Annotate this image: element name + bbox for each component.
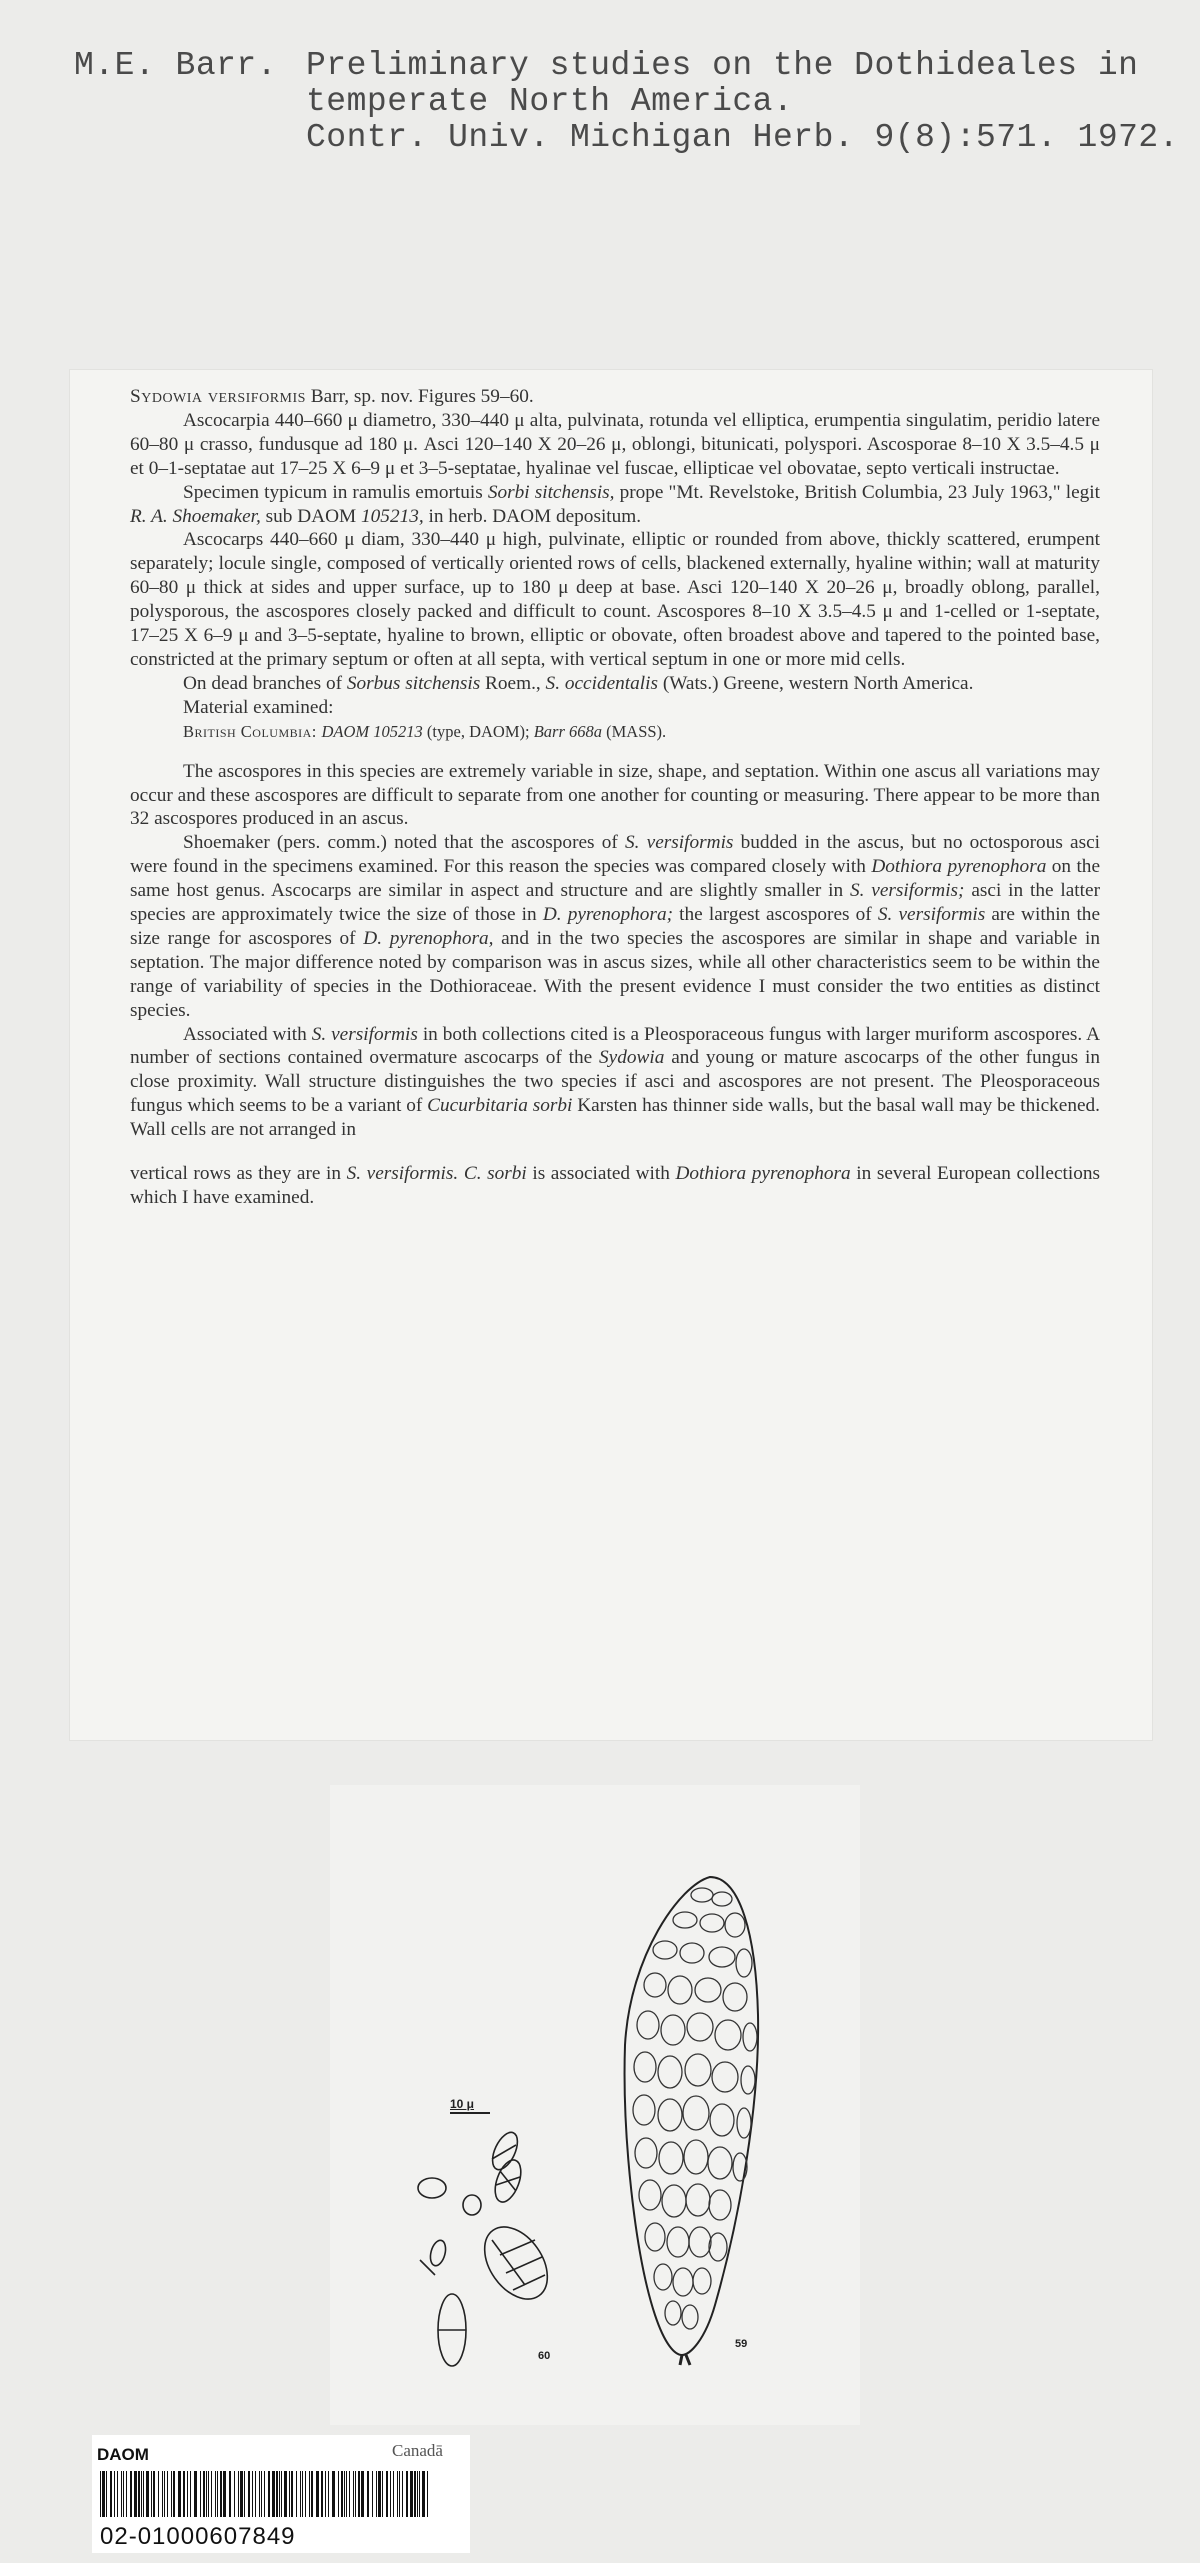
barcode-bar [211, 2471, 212, 2517]
barcode-bar [393, 2471, 394, 2517]
barcode-bar [121, 2471, 122, 2517]
barcode-bar [158, 2471, 159, 2517]
barcode-bar [102, 2471, 105, 2517]
latin-diagnosis: Ascocarpia 440–660 μ diametro, 330–440 μ alta, pulvinata, rotunda vel elliptica, erumpentia singulatim, peridio latere 60–80 μ crasso, fundusque ad 180 μ. Asci 120–140 X 20–26 μ, oblongi, bitunicati, polyspori. Ascosporae 8–10 X 3.5–4.5 μ et 0–1-septatae aut 17–25 X 6–9 μ et 3–5-septatae, hyalinae vel fuscae, ellipticae vel obovatae, septo verticali instructae. [130, 409, 1100, 479]
barcode-bar [194, 2471, 197, 2517]
barcode-number: 02-01000607849 [100, 2523, 296, 2550]
barcode-bar [223, 2471, 226, 2517]
citation-author: M.E. Barr. [74, 47, 278, 84]
barcode-bar [215, 2471, 216, 2517]
barcode-bar [187, 2471, 188, 2517]
barcode-bar [203, 2471, 205, 2517]
barcode-bar [272, 2471, 275, 2517]
discussion-paragraph-1: The ascospores in this species are extremely variable in size, shape, and septation. Within one ascus all variations may occur and these ascospores are difficult to separate from one another for counting or measuring. There appear to be more than 32 ascospores produced in an ascus. [130, 760, 1100, 830]
barcode-bar [244, 2471, 245, 2517]
barcode-bar [399, 2471, 400, 2517]
barcode-bar [367, 2471, 369, 2517]
ascus-and-ascospore-drawing [330, 1785, 860, 2425]
barcode-bar [217, 2471, 218, 2517]
barcode-bar [328, 2471, 329, 2517]
barcode-bar [276, 2471, 278, 2517]
barcode-bar [427, 2471, 428, 2517]
barcode-bar [344, 2471, 345, 2517]
english-description: Ascocarps 440–660 μ diam, 330–440 μ high, pulvinate, elliptic or rounded from above, thickly scattered, erumpent separately; locule single, composed of vertically oriented rows of cells, blackened externally, hyaline within; wall at maturity 60–80 μ thick at sides and upper surface, up to 180 μ deep at base. Asci 120–140 X 20–26 μ, broadly oblong, parallel, polysporous, the ascospores closely packed and difficult to count. Ascospores 8–10 X 3.5–4.5 μ and 1-celled or 1-septate, 17–25 X 6–9 μ and 3–5-septate, hyaline to brown, elliptic or obovate, often broadest above and tapered to the pointed base, constricted at the primary septum or often at all septa, with vertical septum in one or more mid cells. [130, 529, 1100, 670]
citation-source: Contr. Univ. Michigan Herb. 9(8):571. 1972. [306, 119, 1180, 156]
barcode-bar [386, 2471, 388, 2517]
barcode-bar [138, 2471, 140, 2517]
barcode-bar [117, 2471, 118, 2517]
barcode-bar [311, 2471, 313, 2517]
illustration [330, 1785, 860, 2425]
barcode-bar [410, 2471, 413, 2517]
citation-line-3 [74, 119, 1180, 156]
ascus-spores [633, 1888, 757, 2329]
barcode-bar [106, 2471, 107, 2517]
barcode-bar [126, 2471, 127, 2517]
barcode-bar [110, 2471, 112, 2517]
barcode-bar [167, 2471, 168, 2517]
species-authority: Barr, sp. nov. Figures 59–60. [310, 386, 534, 407]
barcode-bar [261, 2471, 262, 2517]
barcode-bar [402, 2471, 403, 2517]
material-list: British Columbia: DAOM 105213 (type, DAOM); Barr 668a (MASS). [183, 721, 667, 741]
barcode-bar [284, 2471, 287, 2517]
barcode-bar [417, 2471, 418, 2517]
barcode-bar [259, 2471, 260, 2517]
barcode-bar [268, 2471, 270, 2517]
printed-description-clipping [70, 370, 1152, 1740]
habitat: On dead branches of Sorbus sitchensis Roem., S. occidentalis (Wats.) Greene, western North America. [183, 672, 974, 694]
barcode-bar [114, 2471, 115, 2517]
barcode-bar [252, 2471, 253, 2517]
barcode-bar [349, 2471, 350, 2517]
herbarium-barcode-label [92, 2435, 470, 2553]
barcode-bar [183, 2471, 185, 2517]
citation-line-2 [74, 84, 1154, 120]
barcode-bar [279, 2471, 280, 2517]
figure-60-label: 60 [538, 2350, 551, 2362]
barcode-bar [355, 2471, 356, 2517]
barcode-bar [309, 2471, 310, 2517]
species-heading [130, 385, 1100, 409]
barcode-bar [341, 2471, 343, 2517]
citation-title-1: Preliminary studies on the Dothideales in [306, 47, 1139, 84]
barcode-bar [200, 2471, 201, 2517]
discussion-paragraph-2: Shoemaker (pers. comm.) noted that the ascospores of S. versiformis budded in the ascus, but no octosporous asci were found in the specimens examined. For this reason the species was compared closely with Dothiora pyrenophora on the same host genus. Ascocarps are similar in aspect and structure and are slightly smaller in S. versiformis; asci in the latter species are approximately twice the size of those in D. pyrenophora; the largest ascospores of S. versiformis are within the size range for ascospores of D. pyrenophora, and in the two species the ascospores are similar in shape and variable in septation. The major difference noted by comparison was in ascus sizes, while all other characteristics seem to be within the range of variability of species in the Dothioraceae. With the present evidence I must consider the two entities as distinct species. [130, 832, 1101, 1021]
barcode-bar [281, 2471, 282, 2517]
institution-code: DAOM [97, 2445, 149, 2464]
barcode-bar [164, 2471, 165, 2517]
barcode-bar [291, 2471, 293, 2517]
citation-title-2: temperate North America. [306, 83, 794, 120]
barcode-bar [171, 2471, 172, 2517]
barcode-bar [289, 2471, 290, 2517]
barcode-bar [361, 2471, 364, 2517]
barcode-bar [397, 2471, 398, 2517]
barcode-bar [234, 2471, 235, 2517]
barcode-bar [220, 2471, 222, 2517]
material-heading: Material examined: [183, 696, 334, 718]
citation-header [74, 47, 1180, 156]
ascospores-fig-60 [418, 2129, 560, 2366]
barcode-bar [153, 2471, 155, 2517]
barcode-bar [100, 2471, 101, 2517]
species-name: Sydowia versiformis [130, 386, 306, 407]
discussion-continuation: vertical rows as they are in S. versiformis. C. sorbi is associated with Dothiora pyrenophora in several European collections which I have examined. [130, 1163, 1100, 1208]
description-text [130, 385, 1100, 1210]
barcode-bar [151, 2471, 152, 2517]
barcode-bar [208, 2471, 209, 2517]
barcode-bar [325, 2471, 326, 2517]
barcode-bar [143, 2471, 144, 2517]
barcode-bar [300, 2471, 301, 2517]
barcode-bar [406, 2471, 408, 2517]
barcode-bar [146, 2471, 149, 2517]
barcode-bar [390, 2471, 391, 2517]
barcode-bar [422, 2471, 425, 2517]
barcode-bar [240, 2471, 243, 2517]
barcode-bar [238, 2471, 239, 2517]
barcode-bar [338, 2471, 339, 2517]
barcode-bar [419, 2471, 420, 2517]
barcode-bar [173, 2471, 175, 2517]
barcode-bars [98, 2471, 433, 2517]
barcode-bar [382, 2471, 383, 2517]
barcode-bar [296, 2471, 297, 2517]
type-specimen: Specimen typicum in ramulis emortuis Sorbi sitchensis, prope "Mt. Revelstoke, British Columbia, 23 July 1963," legit R. A. Shoemaker, sub DAOM 105213, in herb. DAOM depositum. [130, 481, 1100, 527]
barcode-bar [130, 2471, 132, 2517]
citation-line-1 [74, 48, 1154, 84]
barcode-bar [162, 2471, 163, 2517]
barcode-bar [321, 2471, 323, 2517]
figure-59-label: 59 [735, 2338, 748, 2350]
barcode-bar [376, 2471, 377, 2517]
barcode-bar [255, 2471, 256, 2517]
barcode-bar [141, 2471, 142, 2517]
barcode-bar [372, 2471, 373, 2517]
barcode-bar [378, 2471, 381, 2517]
barcode-bar [346, 2471, 347, 2517]
barcode-bar [229, 2471, 231, 2517]
barcode-bar [358, 2471, 360, 2517]
ascus-fig-59 [625, 1877, 759, 2365]
barcode-bar [305, 2471, 306, 2517]
barcode-bar [264, 2471, 265, 2517]
canada-wordmark: Canadā [392, 2441, 443, 2460]
barcode-bar [190, 2471, 191, 2517]
barcode-bar [134, 2471, 137, 2517]
barcode-bar [206, 2471, 207, 2517]
barcode-bar [123, 2471, 124, 2517]
barcode-bar [248, 2471, 250, 2517]
barcode-bar [178, 2471, 181, 2517]
barcode-bar [332, 2471, 335, 2517]
barcode-bar [353, 2471, 354, 2517]
barcode-bar [414, 2471, 416, 2517]
discussion-paragraph-3: Associated with S. versiformis in both collections cited is a Pleosporaceous fungus with larger muriform ascospores. A number of sections contained overmature ascocarps of the Sydowia and young or mature ascocarps of the other fungus in close proximity. Wall structure distinguishes the two species if asci and ascospores are not present. The Pleosporaceous fungus which seems to be a variant of Cucurbitaria sorbi Karsten has thinner side walls, but the basal wall may be thickened. Wall cells are not arranged in [130, 1023, 1100, 1141]
barcode-bar [316, 2471, 319, 2517]
barcode-bar [302, 2471, 303, 2517]
scale-bar-label: 10 μ [450, 2097, 475, 2111]
